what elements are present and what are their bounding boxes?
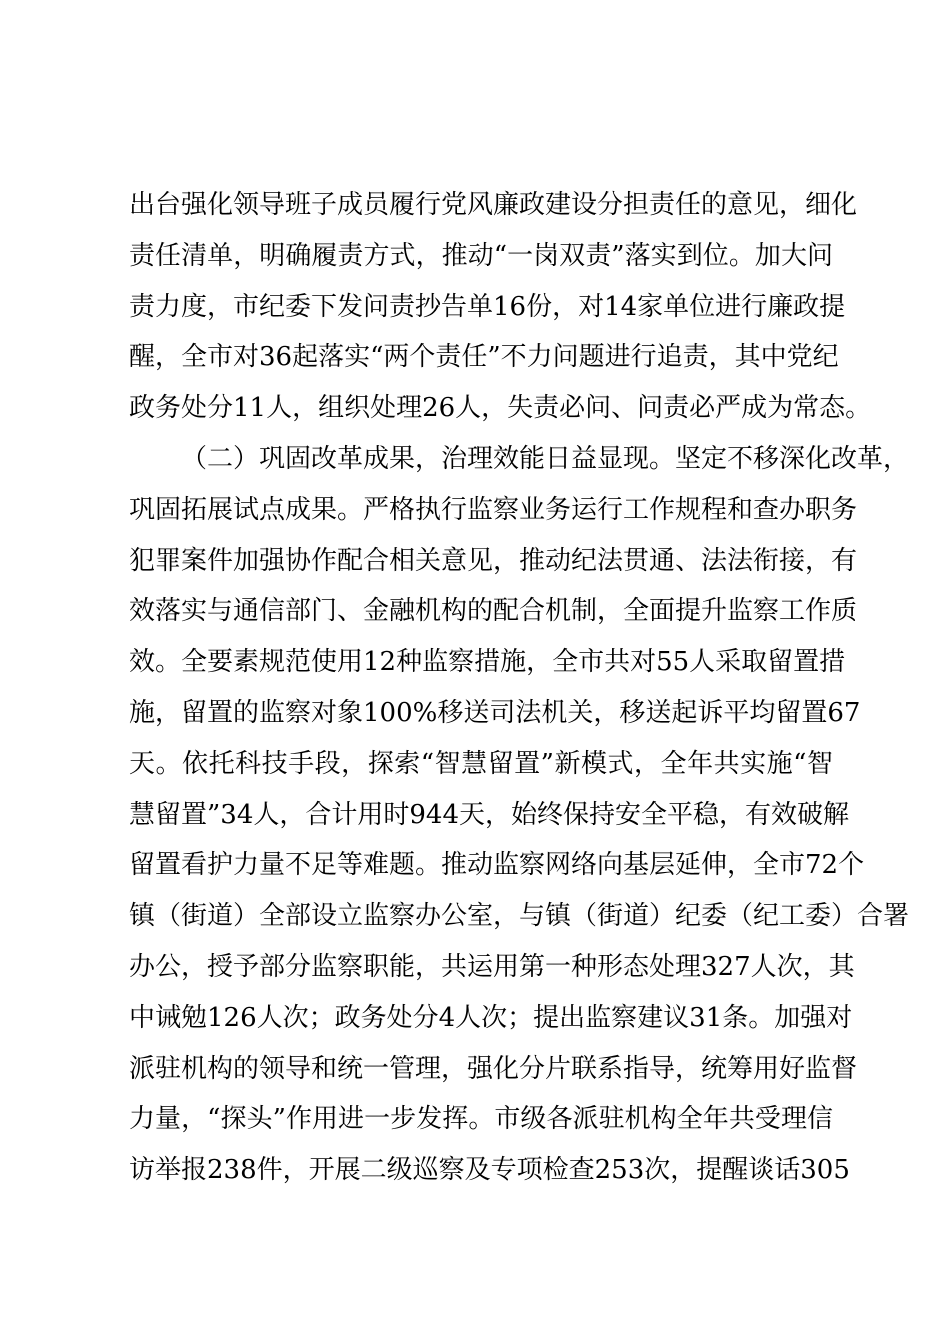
text-line-11: 施，留置的监察对象100%移送司法机关，移送起诉平均留置67 [129,697,861,728]
text-line-2: 责任清单，明确履责方式，推动“一岗双责”落实到位。加大问 [129,240,833,271]
text-line-5: 政务处分11人，组织处理26人，失责必问、问责必严成为常态。 [129,393,872,424]
text-line-12: 天。依托科技手段，探索“智慧留置”新模式，全年共实施“智 [129,748,833,779]
text-line-3: 责力度，市纪委下发问责抄告单16份，对14家单位进行廉政提 [129,291,846,322]
text-line-4: 醒，全市对36起落实“两个责任”不力问题进行追责，其中党纪 [129,342,839,373]
text-line-1: 出台强化领导班子成员履行党风廉政建设分担责任的意见，细化 [129,190,858,220]
body-text [129,180,910,1196]
text-line-19: 力量，“探头”作用进一步发挥。市级各派驻机构全年共受理信 [129,1104,833,1135]
text-line-8: 犯罪案件加强协作配合相关意见，推动纪法贯通、法法衔接，有 [129,545,858,576]
text-line-17: 中诫勉126人次；政务处分4人次；提出监察建议31条。加强对 [129,1002,853,1033]
text-line-14: 留置看护力量不足等难题。推动监察网络向基层延伸，全市72个 [129,850,865,881]
text-line-13: 慧留置”34人，合计用时944天，始终保持安全平稳，有效破解 [129,799,850,830]
text-line-15: 镇（街道）全部设立监察办公室，与镇（街道）纪委（纪工委）合署 [129,901,910,932]
text-line-16: 办公，授予部分监察职能，共运用第一种形态处理327人次，其 [129,951,855,982]
section-heading-line: （二）巩固改革成果，治理效能日益显现。坚定不移深化改革， [181,443,910,474]
text-line-18: 派驻机构的领导和统一管理，强化分片联系指导，统筹用好监督 [129,1053,858,1084]
text-line-10: 效。全要素规范使用12种监察措施，全市共对55人采取留置措 [129,647,846,678]
text-line-7: 巩固拓展试点成果。严格执行监察业务运行工作规程和查办职务 [129,494,858,525]
text-line-9: 效落实与通信部门、金融机构的配合机制，全面提升监察工作质 [129,596,858,627]
text-line-20: 访举报238件，开展二级巡察及专项检查253次，提醒谈话305 [129,1155,850,1186]
